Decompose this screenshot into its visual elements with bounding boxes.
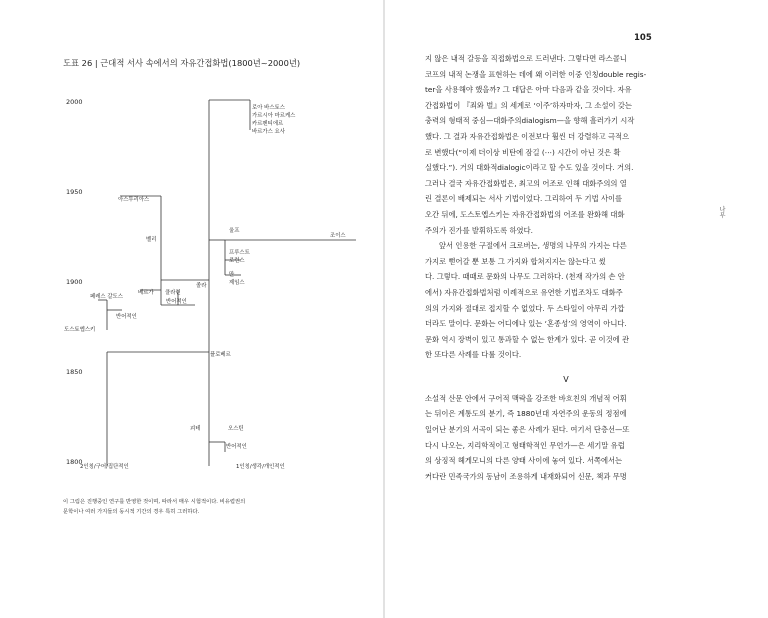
year-1900: 1900 (66, 278, 83, 286)
austen-label: 오스틴 (228, 426, 244, 432)
text-line: 가지로 뻗어갈 뿐 보통 그 가지와 합쳐지지는 않는다고 썼 (425, 256, 606, 266)
text-line: 한 또다른 사례를 다룰 것이다. (425, 350, 522, 360)
text-line: 앞서 인용한 구절에서 크로버는, 생명의 나무의 가지는 다른 (439, 241, 627, 251)
flaubert-label: 플로베르 (210, 352, 231, 358)
text-line: 주의가 진가를 발휘하도록 하였다. (425, 225, 533, 235)
dostoevsky-label: 도스토옙스키 (64, 327, 96, 333)
verga-label: 베르가 (138, 290, 154, 296)
text-line: 는 뒤이은 계통도의 분기, 즉 1880년대 자연주의 운동의 정점에 (425, 409, 627, 419)
text-line: 의 상징적 헤게모니의 다른 양태 사이에 놓여 있다. 서쪽에서는 (425, 456, 623, 466)
text-line: 로 변했다(“이제 더이상 비탄에 잠길 (⋯) 시간이 아닌 것은 확 (425, 147, 621, 157)
section-mark: V (563, 374, 569, 384)
mann-james-label: 만 제임스 (229, 272, 245, 286)
caption-line: 문학이나 여러 가지들의 동시적 기간의 경우 특히 그러하다. (63, 508, 200, 515)
year-1950: 1950 (66, 188, 83, 196)
text-line: 린 결론이 배제되는 서사 기법이었다. 그리하여 두 기법 사이를 (425, 194, 623, 204)
figure-title: 도표 26 | 근대적 서사 속에서의 자유간접화법(1800년~2000년) (63, 58, 301, 68)
caption-line: 이 그림은 진행중인 연구를 반영한 것이며, 따라서 매우 시험적이다. 비유럽권의 (63, 499, 246, 505)
text-line: 의의 가지와 절대로 접지할 수 없었다. 두 스타일이 아무리 가깝 (425, 303, 625, 313)
text-line: 실했다.”). 거의 대화적dialogic이라고 할 수도 있을 것이다. 거의. (425, 163, 634, 173)
asturias-label: 아스투리아스 (118, 197, 150, 203)
anti-lyrical-left-label: 반어적인 (116, 314, 137, 320)
anti-lyrical-mid-label: 반어적인 (166, 299, 187, 305)
year-1850: 1850 (66, 368, 83, 376)
year-1800: 1800 (66, 458, 83, 466)
proust-lawrence-label: 프루스트 로런스 (229, 250, 250, 264)
paragraph-2 (425, 238, 707, 363)
text-line: 더라도 말이다. 문화는 어디에나 있는 ‘혼종성’의 영역이 아니다. (425, 319, 627, 329)
text-line: 간접화법이 『죄와 벌』의 세계로 ‘이주’하자마자, 그 소설이 갖는 (425, 100, 632, 110)
chapter-side-tab: 나무 (718, 206, 725, 218)
text-line: 그러나 결국 자유간접화법은, 최고의 어조로 인해 대화주의의 열 (425, 178, 627, 188)
perez-galdos-label: 페레스 갈도스 (90, 294, 123, 300)
text-line: 에서) 자유간접화법처럼 이례적으로 유연한 기법조차도 대화주 (425, 287, 623, 297)
paragraph-1 (425, 51, 707, 238)
paragraph-3 (425, 391, 707, 485)
text-line: 다. 그렇다. 때때로 문화의 나무도 그러하다. (천재 작가의 손 안 (425, 272, 625, 282)
text-line: 오간 뒤에, 도스토옙스키는 자유간접화법의 어조를 완화해 대화 (425, 209, 625, 219)
text-line: 코프의 내적 논쟁을 표현하는 데에 왜 이러한 이중 인칭double regis- (425, 69, 647, 79)
text-line: 문화 역시 장벽이 있고 통과할 수 없는 한계가 있다. 곧 이것에 관 (425, 334, 630, 344)
text-line: 일어난 분기의 서곡이 되는 좋은 사례가 된다. 여기서 단층선—또 (425, 425, 630, 435)
body-text (425, 51, 707, 484)
clarin-label: 클라린 (165, 290, 181, 296)
joyce-label: 조이스 (330, 233, 346, 239)
second-person-label: 2인칭/구어/집단적인 (80, 464, 129, 470)
text-line: 했다. 그 결과 자유간접화법은 이전보다 훨씬 더 강렬하고 극적으 (425, 131, 630, 141)
text-line: 지 않은 내적 갈등을 직접화법으로 드러낸다. 그렇다면 라스콜니 (425, 54, 627, 63)
text-line: 소설적 산문 안에서 구어적 맥락을 강조한 바흐친의 개념적 어휘 (425, 393, 627, 403)
figure-caption (63, 498, 363, 517)
first-person-label: 1인칭/생각/개인적인 (236, 464, 285, 470)
text-line: ter을 사용해야 했을까? 그 대답은 아마 다음과 같을 것이다. 자유 (425, 85, 632, 95)
latin-authors-label: 로아 바스토스 가르시아 마르케스 카르펜티에르 바르가스 요사 (252, 105, 296, 135)
anti-lyrical-bottom-label: 반어적인 (226, 444, 247, 450)
year-2000: 2000 (66, 98, 83, 106)
text-line: 다시 나오는, 지리학적이고 형태학적인 무언가—은 세기말 유럽 (425, 440, 625, 450)
goethe-label: 괴테 (190, 426, 201, 432)
zola-label: 졸라 (196, 283, 207, 289)
belyi-label: 벨리 (146, 237, 157, 243)
woolf-label: 울프 (229, 228, 240, 234)
text-line: 커다란 민족국가의 동남이 조용하게 내재화되어 신문, 책과 무명 (425, 471, 627, 481)
page-number: 105 (634, 33, 652, 43)
text-line: 충력의 형태적 중심—대화주의dialogism—을 향해 흘러가기 시작 (425, 116, 635, 126)
